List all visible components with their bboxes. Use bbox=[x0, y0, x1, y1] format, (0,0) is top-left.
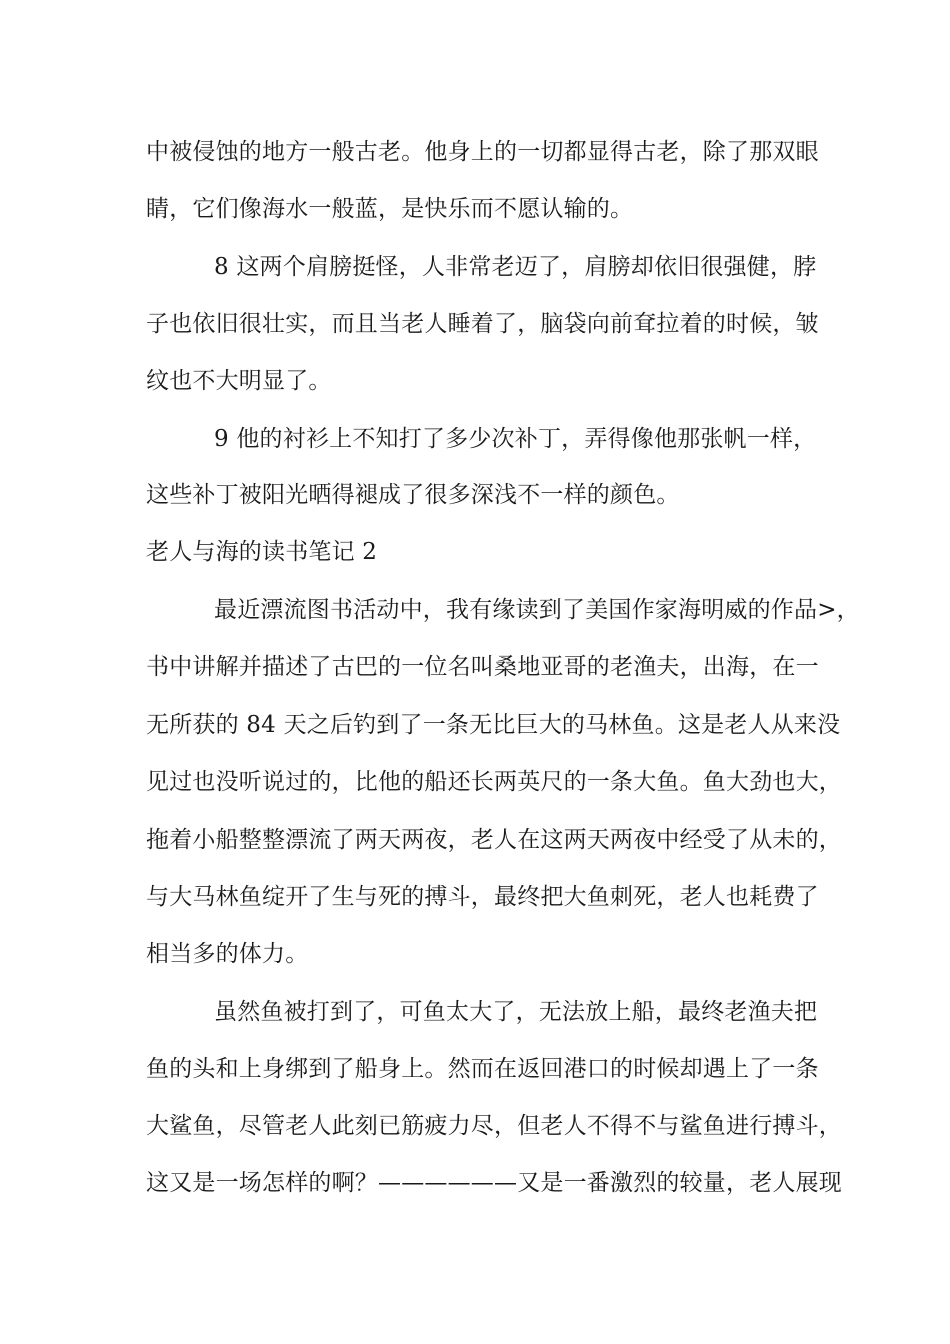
text-line: 中被侵蚀的地方一般古老。他身上的一切都显得古老，除了那双眼 bbox=[146, 139, 819, 165]
paragraph-9-start: 9 他的衬衫上不知打了多少次补丁，弄得像他那张帆一样， bbox=[214, 426, 817, 452]
text-line: 这些补丁被阳光晒得褪成了很多深浅不一样的颜色。 bbox=[146, 482, 680, 508]
text-line: 鱼的头和上身绑到了船身上。然而在返回港口的时候却遇上了一条 bbox=[146, 1056, 819, 1082]
text-line: 拖着小船整整漂流了两天两夜，老人在这两天两夜中经受了从未的， bbox=[146, 827, 842, 853]
paragraph-start: 虽然鱼被打到了，可鱼太大了，无法放上船，最终老渔夫把 bbox=[214, 999, 818, 1025]
paragraph-start: 最近漂流图书活动中，我有缘读到了美国作家海明威的作品>， bbox=[214, 597, 860, 623]
text-line: 相当多的体力。 bbox=[146, 941, 309, 967]
text-line: 这又是一场怎样的啊？——————又是一番激烈的较量，老人展现 bbox=[146, 1170, 842, 1196]
paragraph-8-start: 8 这两个肩膀挺怪，人非常老迈了，肩膀却依旧很强健，脖 bbox=[214, 254, 817, 280]
text-line: 大鲨鱼，尽管老人此刻已筋疲力尽，但老人不得不与鲨鱼进行搏斗， bbox=[146, 1113, 842, 1139]
text-line: 书中讲解并描述了古巴的一位名叫桑地亚哥的老渔夫，出海，在一 bbox=[146, 654, 819, 680]
text-line: 与大马林鱼绽开了生与死的搏斗，最终把大鱼刺死，老人也耗费了 bbox=[146, 884, 819, 910]
text-line: 见过也没听说过的，比他的船还长两英尺的一条大鱼。鱼大劲也大， bbox=[146, 769, 842, 795]
text-line: 无所获的 84 天之后钓到了一条无比巨大的马林鱼。这是老人从来没 bbox=[146, 712, 841, 738]
section-heading: 老人与海的读书笔记 2 bbox=[146, 539, 378, 565]
text-line: 纹也不大明显了。 bbox=[146, 368, 332, 394]
text-line: 睛，它们像海水一般蓝，是快乐而不愿认输的。 bbox=[146, 196, 634, 222]
text-line: 子也依旧很壮实，而且当老人睡着了，脑袋向前耷拉着的时候，皱 bbox=[146, 311, 819, 337]
